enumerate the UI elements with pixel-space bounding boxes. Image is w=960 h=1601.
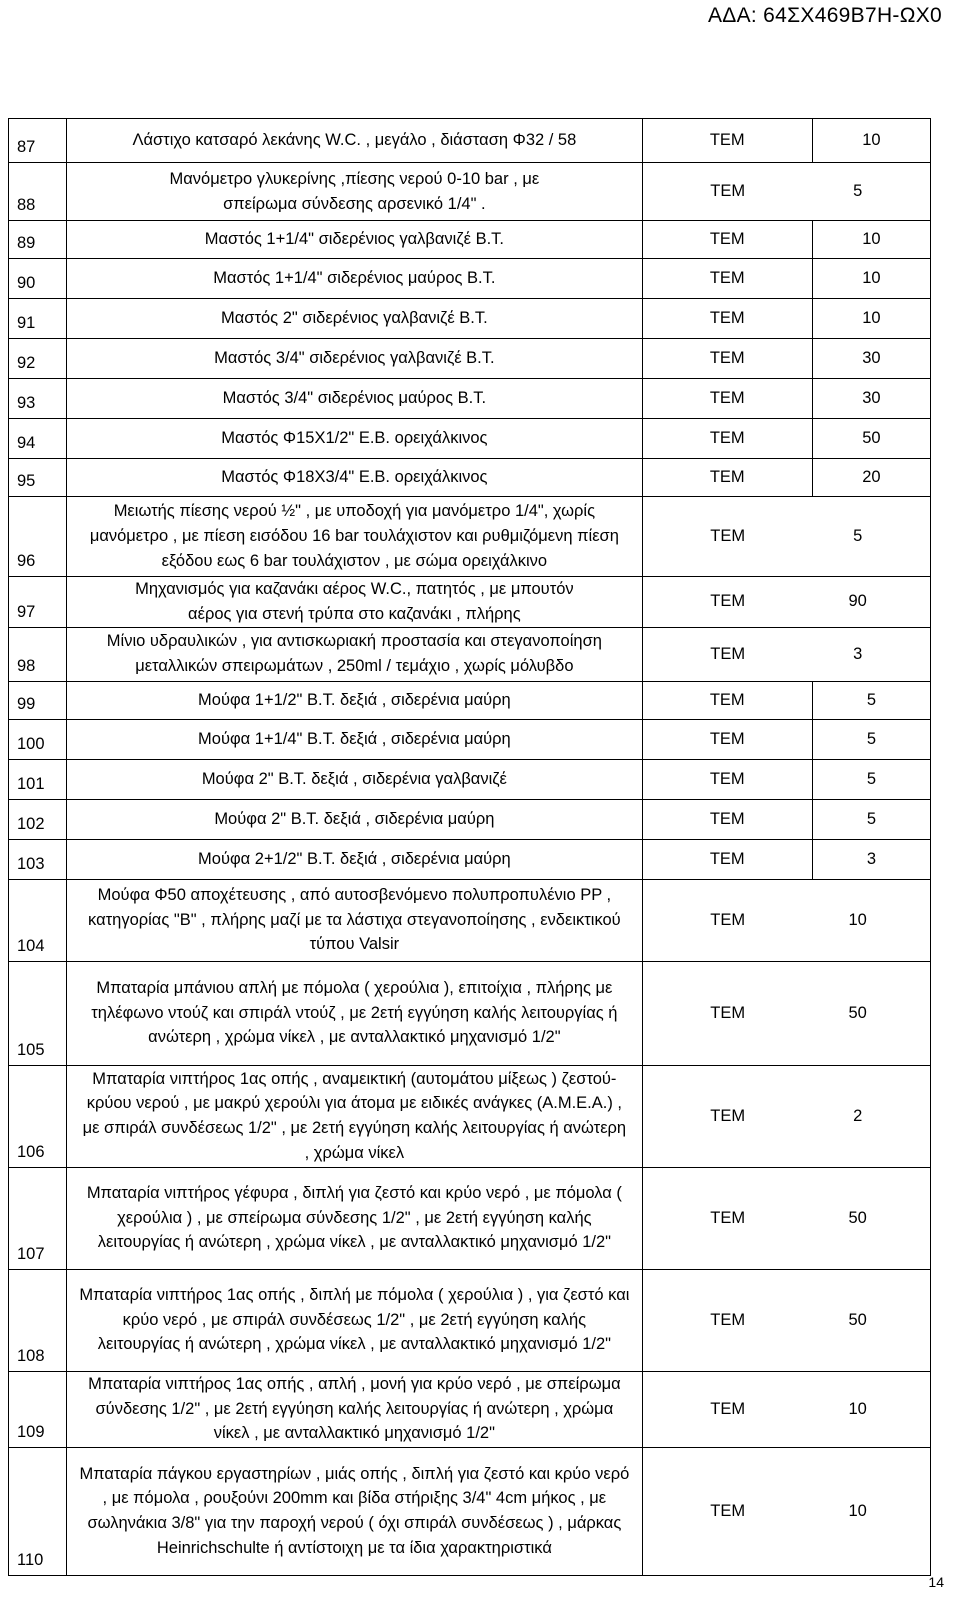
- item-quantity: 50: [812, 419, 930, 459]
- page-number: 14: [928, 1574, 944, 1590]
- item-description: Μίνιο υδραυλικών , για αντισκωριακή προστασία και στεγανοποίηση μεταλλικών σπειρωμάτων , 250ml / τεμάχιο , χωρίς μόλυβδο: [67, 627, 643, 681]
- item-description: Μπαταρία νιπτήρος γέφυρα , διπλή για ζεστό και κρύο νερό , με πόμολα ( χερούλια ) , με σπείρωμα σύνδεσης 1/2" , με 2ετή εγγύηση καλής λειτουργίας ή ανώτερη , χρώμα νίκελ , με ανταλλακτικό μηχανισμό 1/2": [67, 1167, 643, 1269]
- item-quantity: 2: [853, 1106, 863, 1125]
- item-number: 100: [9, 719, 67, 759]
- item-unit-quantity: [642, 497, 930, 577]
- table-row: [9, 339, 931, 379]
- item-unit: ΤΕΜ: [642, 839, 812, 879]
- item-quantity: 5: [812, 681, 930, 719]
- item-number: 107: [9, 1167, 67, 1269]
- item-unit: ΤΕΜ: [710, 182, 746, 201]
- item-quantity: 5: [812, 799, 930, 839]
- item-number: 95: [9, 459, 67, 497]
- item-unit: ΤΕΜ: [642, 459, 812, 497]
- item-quantity: 5: [812, 759, 930, 799]
- item-description: Μούφα 1+1/4" Β.Τ. δεξιά , σιδερένια μαύρη: [67, 719, 643, 759]
- item-number: 87: [9, 119, 67, 163]
- item-number: 91: [9, 299, 67, 339]
- table-row: [9, 497, 931, 577]
- item-unit: ΤΕΜ: [710, 1208, 746, 1227]
- item-quantity: 10: [848, 910, 867, 929]
- table-row: [9, 961, 931, 1065]
- item-number: 92: [9, 339, 67, 379]
- item-unit: ΤΕΜ: [710, 910, 746, 929]
- table-row: [9, 1269, 931, 1371]
- item-unit: ΤΕΜ: [710, 1106, 746, 1125]
- item-unit: ΤΕΜ: [710, 1003, 746, 1022]
- table-row: [9, 1167, 931, 1269]
- item-quantity: 5: [853, 182, 863, 201]
- item-description: Μαστός Φ15Χ1/2" Ε.Β. ορειχάλκινος: [67, 419, 643, 459]
- table-row: [9, 163, 931, 221]
- item-number: 110: [9, 1447, 67, 1575]
- item-unit-quantity: [642, 1371, 930, 1447]
- item-quantity: 30: [812, 379, 930, 419]
- item-number: 97: [9, 577, 67, 628]
- item-unit: ΤΕΜ: [642, 681, 812, 719]
- table-row: [9, 119, 931, 163]
- item-quantity: 3: [812, 839, 930, 879]
- table-row: [9, 259, 931, 299]
- table-row: [9, 759, 931, 799]
- item-quantity: 20: [812, 459, 930, 497]
- item-description: Μούφα 2" Β.Τ. δεξιά , σιδερένια γαλβανιζέ: [67, 759, 643, 799]
- item-number: 94: [9, 419, 67, 459]
- item-number: 93: [9, 379, 67, 419]
- item-quantity: 90: [848, 592, 867, 611]
- table-row: [9, 1065, 931, 1167]
- item-unit: ΤΕΜ: [642, 719, 812, 759]
- item-description: Μούφα 2+1/2" Β.Τ. δεξιά , σιδερένια μαύρη: [67, 839, 643, 879]
- item-number: 102: [9, 799, 67, 839]
- item-unit: ΤΕΜ: [642, 299, 812, 339]
- item-unit: ΤΕΜ: [642, 759, 812, 799]
- item-unit: ΤΕΜ: [642, 339, 812, 379]
- item-quantity: 10: [812, 221, 930, 259]
- item-quantity: 3: [853, 644, 863, 663]
- table-row: [9, 681, 931, 719]
- table-row: [9, 419, 931, 459]
- item-description: Μαστός 3/4" σιδερένιος μαύρος Β.Τ.: [67, 379, 643, 419]
- item-quantity: 10: [812, 119, 930, 163]
- item-number: 106: [9, 1065, 67, 1167]
- item-description: Μούφα 2" Β.Τ. δεξιά , σιδερένια μαύρη: [67, 799, 643, 839]
- item-number: 103: [9, 839, 67, 879]
- item-description: Μπαταρία νιπτήρος 1ας οπής , αναμεικτική (αυτομάτου μίξεως ) ζεστού-κρύου νερού , με μακρύ χερούλι για άτομα με ειδικές ανάγκες (Α.Μ.Ε.Α.) , με σπιράλ συνδέσεως 1/2" , με 2ετή εγγύηση καλής λειτουργίας ή ανώτερη , χρώμα νίκελ: [67, 1065, 643, 1167]
- item-unit: ΤΕΜ: [642, 119, 812, 163]
- table-row: [9, 299, 931, 339]
- item-number: 105: [9, 961, 67, 1065]
- item-number: 88: [9, 163, 67, 221]
- item-quantity: 10: [848, 1501, 867, 1520]
- item-description: Μαστός 1+1/4" σιδερένιος γαλβανιζέ Β.Τ.: [67, 221, 643, 259]
- item-number: 90: [9, 259, 67, 299]
- table-row: [9, 221, 931, 259]
- items-table: [8, 118, 931, 1576]
- item-unit: ΤΕΜ: [642, 379, 812, 419]
- item-unit: ΤΕΜ: [710, 592, 746, 611]
- item-number: 108: [9, 1269, 67, 1371]
- item-description: Μανόμετρο γλυκερίνης ,πίεσης νερού 0-10 bar , με σπείρωμα σύνδεσης αρσενικό 1/4" .: [67, 163, 643, 221]
- item-unit: ΤΕΜ: [642, 259, 812, 299]
- item-description: Μπαταρία πάγκου εργαστηρίων , μιάς οπής , διπλή για ζεστό και κρύο νερό , με πόμολα , ρουξούνι 200mm και βίδα στήριξης 3/4" 4cm μήκος , με σωληνάκια 3/8" για την παροχή νερού ( όχι σπιράλ συνδέσεως ) , μάρκας Heinrichschulte ή αντίστοιχη με τα ίδια χαρακτηριστικά: [67, 1447, 643, 1575]
- item-number: 104: [9, 879, 67, 961]
- item-number: 109: [9, 1371, 67, 1447]
- table-row: [9, 799, 931, 839]
- item-description: Μπαταρία νιπτήρος 1ας οπής , διπλή με πόμολα ( χερούλια ) , για ζεστό και κρύο νερό , με σπιράλ συνδέσεως 1/2" , με 2ετή εγγύηση καλής λειτουργίας ή ανώτερη , χρώμα νίκελ , με ανταλλακτικό μηχανισμό 1/2": [67, 1269, 643, 1371]
- document-code: ΑΔΑ: 64ΣΧ469Β7Η-ΩΧ0: [707, 4, 942, 27]
- item-quantity: 50: [848, 1310, 867, 1329]
- item-unit-quantity: [642, 961, 930, 1065]
- item-description: Μαστός 3/4" σιδερένιος γαλβανιζέ Β.Τ.: [67, 339, 643, 379]
- item-quantity: 10: [848, 1399, 867, 1418]
- item-unit: ΤΕΜ: [710, 644, 746, 663]
- table-row: [9, 839, 931, 879]
- item-unit: ΤΕΜ: [710, 527, 746, 546]
- item-number: 98: [9, 627, 67, 681]
- item-unit: ΤΕΜ: [710, 1501, 746, 1520]
- table-row: [9, 627, 931, 681]
- item-number: 96: [9, 497, 67, 577]
- item-quantity: 30: [812, 339, 930, 379]
- item-description: Μπαταρία νιπτήρος 1ας οπής , απλή , μονή για κρύο νερό , με σπείρωμα σύνδεσης 1/2" , με 2ετή εγγύηση καλής λειτουργίας ή ανώτερη , χρώμα νίκελ , με ανταλλακτικό μηχανισμό 1/2": [67, 1371, 643, 1447]
- item-number: 89: [9, 221, 67, 259]
- table-row: [9, 459, 931, 497]
- item-unit-quantity: [642, 577, 930, 628]
- item-unit-quantity: [642, 879, 930, 961]
- item-quantity: 50: [848, 1208, 867, 1227]
- item-description: Μαστός 1+1/4" σιδερένιος μαύρος Β.Τ.: [67, 259, 643, 299]
- item-description: Μούφα Φ50 αποχέτευσης , από αυτοσβενόμενο πολυπροπυλένιο PP , κατηγορίας "Β" , πλήρης μαζί με τα λάστιχα στεγανοποίησης , ενδεικτικού τύπου Valsir: [67, 879, 643, 961]
- item-unit-quantity: [642, 1447, 930, 1575]
- item-quantity: 10: [812, 299, 930, 339]
- item-description: Μούφα 1+1/2" Β.Τ. δεξιά , σιδερένια μαύρη: [67, 681, 643, 719]
- table-row: [9, 1371, 931, 1447]
- item-description: Μειωτής πίεσης νερού ½" , με υποδοχή για μανόμετρο 1/4", χωρίς μανόμετρο , με πίεση εισόδου 16 bar τουλάχιστον και ρυθμιζόμενη πίεση εξόδου εως 6 bar τουλάχιστον , με σώμα ορειχάλκινο: [67, 497, 643, 577]
- item-quantity: 5: [853, 527, 863, 546]
- item-number: 99: [9, 681, 67, 719]
- item-unit: ΤΕΜ: [642, 799, 812, 839]
- item-description: Μπαταρία μπάνιου απλή με πόμολα ( χερούλια ), επιτοίχια , πλήρης με τηλέφωνο ντούζ και σπιράλ ντούζ , με 2ετή εγγύηση καλής λειτουργίας ή ανώτερη , χρώμα νίκελ , με ανταλλακτικό μηχανισμό 1/2": [67, 961, 643, 1065]
- item-unit-quantity: [642, 163, 930, 221]
- item-quantity: 10: [812, 259, 930, 299]
- item-quantity: 5: [812, 719, 930, 759]
- item-description: Λάστιχο κατσαρό λεκάνης W.C. , μεγάλο , διάσταση Φ32 / 58: [67, 119, 643, 163]
- item-description: Μηχανισμός για καζανάκι αέρος W.C., πατητός , με μπουτόν αέρος για στενή τρύπα στο καζανάκι , πλήρης: [67, 577, 643, 628]
- table-row: [9, 879, 931, 961]
- table-row: [9, 577, 931, 628]
- table-row: [9, 1447, 931, 1575]
- item-unit-quantity: [642, 627, 930, 681]
- item-unit: ΤΕΜ: [710, 1399, 746, 1418]
- item-description: Μαστός 2" σιδερένιος γαλβανιζέ Β.Τ.: [67, 299, 643, 339]
- table-row: [9, 379, 931, 419]
- table-row: [9, 719, 931, 759]
- item-unit: ΤΕΜ: [642, 419, 812, 459]
- item-number: 101: [9, 759, 67, 799]
- item-unit: ΤΕΜ: [710, 1310, 746, 1329]
- item-unit-quantity: [642, 1167, 930, 1269]
- item-unit-quantity: [642, 1065, 930, 1167]
- item-quantity: 50: [848, 1003, 867, 1022]
- item-description: Μαστός Φ18Χ3/4" Ε.Β. ορειχάλκινος: [67, 459, 643, 497]
- item-unit-quantity: [642, 1269, 930, 1371]
- item-unit: ΤΕΜ: [642, 221, 812, 259]
